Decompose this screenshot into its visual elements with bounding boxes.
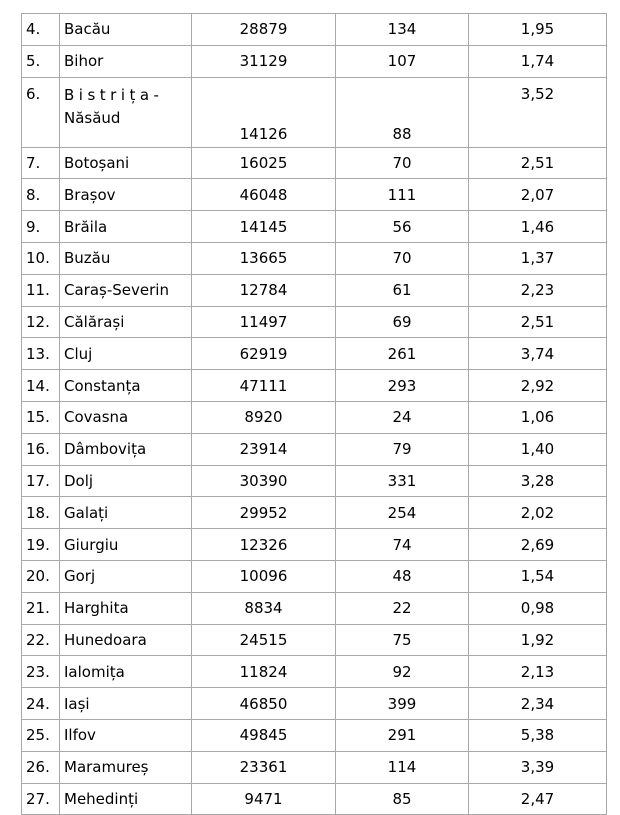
county-name: Mehedinți bbox=[60, 783, 192, 815]
table-row bbox=[22, 306, 607, 338]
value-col-1: 28879 bbox=[192, 14, 336, 46]
county-name: Bihor bbox=[60, 45, 192, 77]
value-col-1: 12784 bbox=[192, 274, 336, 306]
value-col-2: 291 bbox=[336, 719, 469, 751]
value-col-1: 12326 bbox=[192, 529, 336, 561]
table-row bbox=[22, 719, 607, 751]
value-col-1: 14145 bbox=[192, 211, 336, 243]
value-col-1: 23361 bbox=[192, 751, 336, 783]
table-row bbox=[22, 656, 607, 688]
county-name: Ilfov bbox=[60, 719, 192, 751]
value-col-2: 24 bbox=[336, 401, 469, 433]
table-row bbox=[22, 242, 607, 274]
table-row bbox=[22, 147, 607, 179]
value-col-3: 5,38 bbox=[469, 719, 607, 751]
value-col-2: 48 bbox=[336, 560, 469, 592]
row-number: 7. bbox=[22, 147, 60, 179]
value-col-3: 3,52 bbox=[469, 77, 607, 147]
value-col-1: 11824 bbox=[192, 656, 336, 688]
value-col-2: 75 bbox=[336, 624, 469, 656]
value-col-2: 134 bbox=[336, 14, 469, 46]
county-name: Covasna bbox=[60, 401, 192, 433]
value-col-2: 293 bbox=[336, 370, 469, 402]
value-col-3: 2,13 bbox=[469, 656, 607, 688]
value-col-1: 46850 bbox=[192, 688, 336, 720]
value-col-2: 92 bbox=[336, 656, 469, 688]
table-row bbox=[22, 77, 607, 147]
row-number: 17. bbox=[22, 465, 60, 497]
county-name: Cluj bbox=[60, 338, 192, 370]
value-col-1: 9471 bbox=[192, 783, 336, 815]
table-row bbox=[22, 783, 607, 815]
county-name: Dâmbovița bbox=[60, 433, 192, 465]
county-name: Buzău bbox=[60, 242, 192, 274]
county-name: Caraș-Severin bbox=[60, 274, 192, 306]
county-name: Botoșani bbox=[60, 147, 192, 179]
value-col-2: 88 bbox=[336, 77, 469, 147]
row-number: 18. bbox=[22, 497, 60, 529]
value-col-2: 399 bbox=[336, 688, 469, 720]
row-number: 9. bbox=[22, 211, 60, 243]
table-row bbox=[22, 45, 607, 77]
row-number: 14. bbox=[22, 370, 60, 402]
value-col-2: 69 bbox=[336, 306, 469, 338]
county-name bbox=[60, 77, 192, 147]
county-name: Giurgiu bbox=[60, 529, 192, 561]
value-col-2: 61 bbox=[336, 274, 469, 306]
table-row bbox=[22, 433, 607, 465]
row-number: 12. bbox=[22, 306, 60, 338]
value-col-1: 8920 bbox=[192, 401, 336, 433]
county-name: Maramureș bbox=[60, 751, 192, 783]
value-col-3: 3,28 bbox=[469, 465, 607, 497]
county-name-line-2: Năsăud bbox=[64, 108, 121, 127]
value-col-2: 114 bbox=[336, 751, 469, 783]
county-name: Dolj bbox=[60, 465, 192, 497]
value-col-1: 31129 bbox=[192, 45, 336, 77]
value-col-3: 1,37 bbox=[469, 242, 607, 274]
table-row bbox=[22, 529, 607, 561]
value-col-3: 2,23 bbox=[469, 274, 607, 306]
table-row bbox=[22, 624, 607, 656]
table-row bbox=[22, 497, 607, 529]
value-col-3: 2,07 bbox=[469, 179, 607, 211]
row-number: 16. bbox=[22, 433, 60, 465]
row-number: 5. bbox=[22, 45, 60, 77]
county-name: Harghita bbox=[60, 592, 192, 624]
value-col-2: 79 bbox=[336, 433, 469, 465]
value-col-1: 47111 bbox=[192, 370, 336, 402]
value-col-2: 331 bbox=[336, 465, 469, 497]
county-name: Brăila bbox=[60, 211, 192, 243]
value-col-2: 70 bbox=[336, 147, 469, 179]
county-name: Brașov bbox=[60, 179, 192, 211]
value-col-2: 74 bbox=[336, 529, 469, 561]
row-number: 22. bbox=[22, 624, 60, 656]
table-row bbox=[22, 401, 607, 433]
value-col-1: 24515 bbox=[192, 624, 336, 656]
value-col-3: 2,02 bbox=[469, 497, 607, 529]
value-col-3: 3,74 bbox=[469, 338, 607, 370]
table-row bbox=[22, 211, 607, 243]
row-number: 21. bbox=[22, 592, 60, 624]
value-col-3: 2,92 bbox=[469, 370, 607, 402]
value-col-3: 1,54 bbox=[469, 560, 607, 592]
value-col-1: 13665 bbox=[192, 242, 336, 274]
value-col-3: 1,95 bbox=[469, 14, 607, 46]
county-name-line-1: Bistrița- bbox=[64, 85, 164, 104]
table-row bbox=[22, 179, 607, 211]
value-col-1: 8834 bbox=[192, 592, 336, 624]
table-row bbox=[22, 751, 607, 783]
value-col-2: 254 bbox=[336, 497, 469, 529]
value-col-1: 46048 bbox=[192, 179, 336, 211]
value-col-2: 85 bbox=[336, 783, 469, 815]
table-row bbox=[22, 688, 607, 720]
value-col-1: 29952 bbox=[192, 497, 336, 529]
value-col-1: 23914 bbox=[192, 433, 336, 465]
value-col-2: 22 bbox=[336, 592, 469, 624]
value-col-1: 16025 bbox=[192, 147, 336, 179]
row-number: 13. bbox=[22, 338, 60, 370]
county-name: Bacău bbox=[60, 14, 192, 46]
row-number: 26. bbox=[22, 751, 60, 783]
value-col-1: 14126 bbox=[192, 77, 336, 147]
table-row bbox=[22, 370, 607, 402]
row-number: 10. bbox=[22, 242, 60, 274]
value-col-1: 49845 bbox=[192, 719, 336, 751]
value-col-2: 261 bbox=[336, 338, 469, 370]
value-col-3: 1,06 bbox=[469, 401, 607, 433]
value-col-2: 56 bbox=[336, 211, 469, 243]
county-name: Călărași bbox=[60, 306, 192, 338]
value-col-2: 111 bbox=[336, 179, 469, 211]
row-number: 6. bbox=[22, 77, 60, 147]
value-col-3: 2,69 bbox=[469, 529, 607, 561]
value-col-3: 1,40 bbox=[469, 433, 607, 465]
table-row bbox=[22, 14, 607, 46]
row-number: 15. bbox=[22, 401, 60, 433]
value-col-1: 30390 bbox=[192, 465, 336, 497]
county-name: Ialomița bbox=[60, 656, 192, 688]
row-number: 23. bbox=[22, 656, 60, 688]
value-col-3: 2,51 bbox=[469, 306, 607, 338]
row-number: 27. bbox=[22, 783, 60, 815]
value-col-3: 1,46 bbox=[469, 211, 607, 243]
county-name: Galați bbox=[60, 497, 192, 529]
row-number: 25. bbox=[22, 719, 60, 751]
table-row bbox=[22, 338, 607, 370]
county-name: Gorj bbox=[60, 560, 192, 592]
value-col-1: 62919 bbox=[192, 338, 336, 370]
value-col-3: 3,39 bbox=[469, 751, 607, 783]
value-col-1: 11497 bbox=[192, 306, 336, 338]
table-row bbox=[22, 560, 607, 592]
row-number: 19. bbox=[22, 529, 60, 561]
table-row bbox=[22, 465, 607, 497]
value-col-3: 2,47 bbox=[469, 783, 607, 815]
county-name: Hunedoara bbox=[60, 624, 192, 656]
value-col-3: 1,74 bbox=[469, 45, 607, 77]
value-col-3: 2,51 bbox=[469, 147, 607, 179]
value-col-1: 10096 bbox=[192, 560, 336, 592]
row-number: 4. bbox=[22, 14, 60, 46]
value-col-2: 107 bbox=[336, 45, 469, 77]
county-name: Constanța bbox=[60, 370, 192, 402]
row-number: 11. bbox=[22, 274, 60, 306]
table-row bbox=[22, 274, 607, 306]
county-name: Iași bbox=[60, 688, 192, 720]
value-col-3: 0,98 bbox=[469, 592, 607, 624]
row-number: 24. bbox=[22, 688, 60, 720]
table-row bbox=[22, 592, 607, 624]
county-table bbox=[21, 13, 607, 815]
value-col-2: 70 bbox=[336, 242, 469, 274]
value-col-3: 2,34 bbox=[469, 688, 607, 720]
value-col-3: 1,92 bbox=[469, 624, 607, 656]
row-number: 8. bbox=[22, 179, 60, 211]
row-number: 20. bbox=[22, 560, 60, 592]
